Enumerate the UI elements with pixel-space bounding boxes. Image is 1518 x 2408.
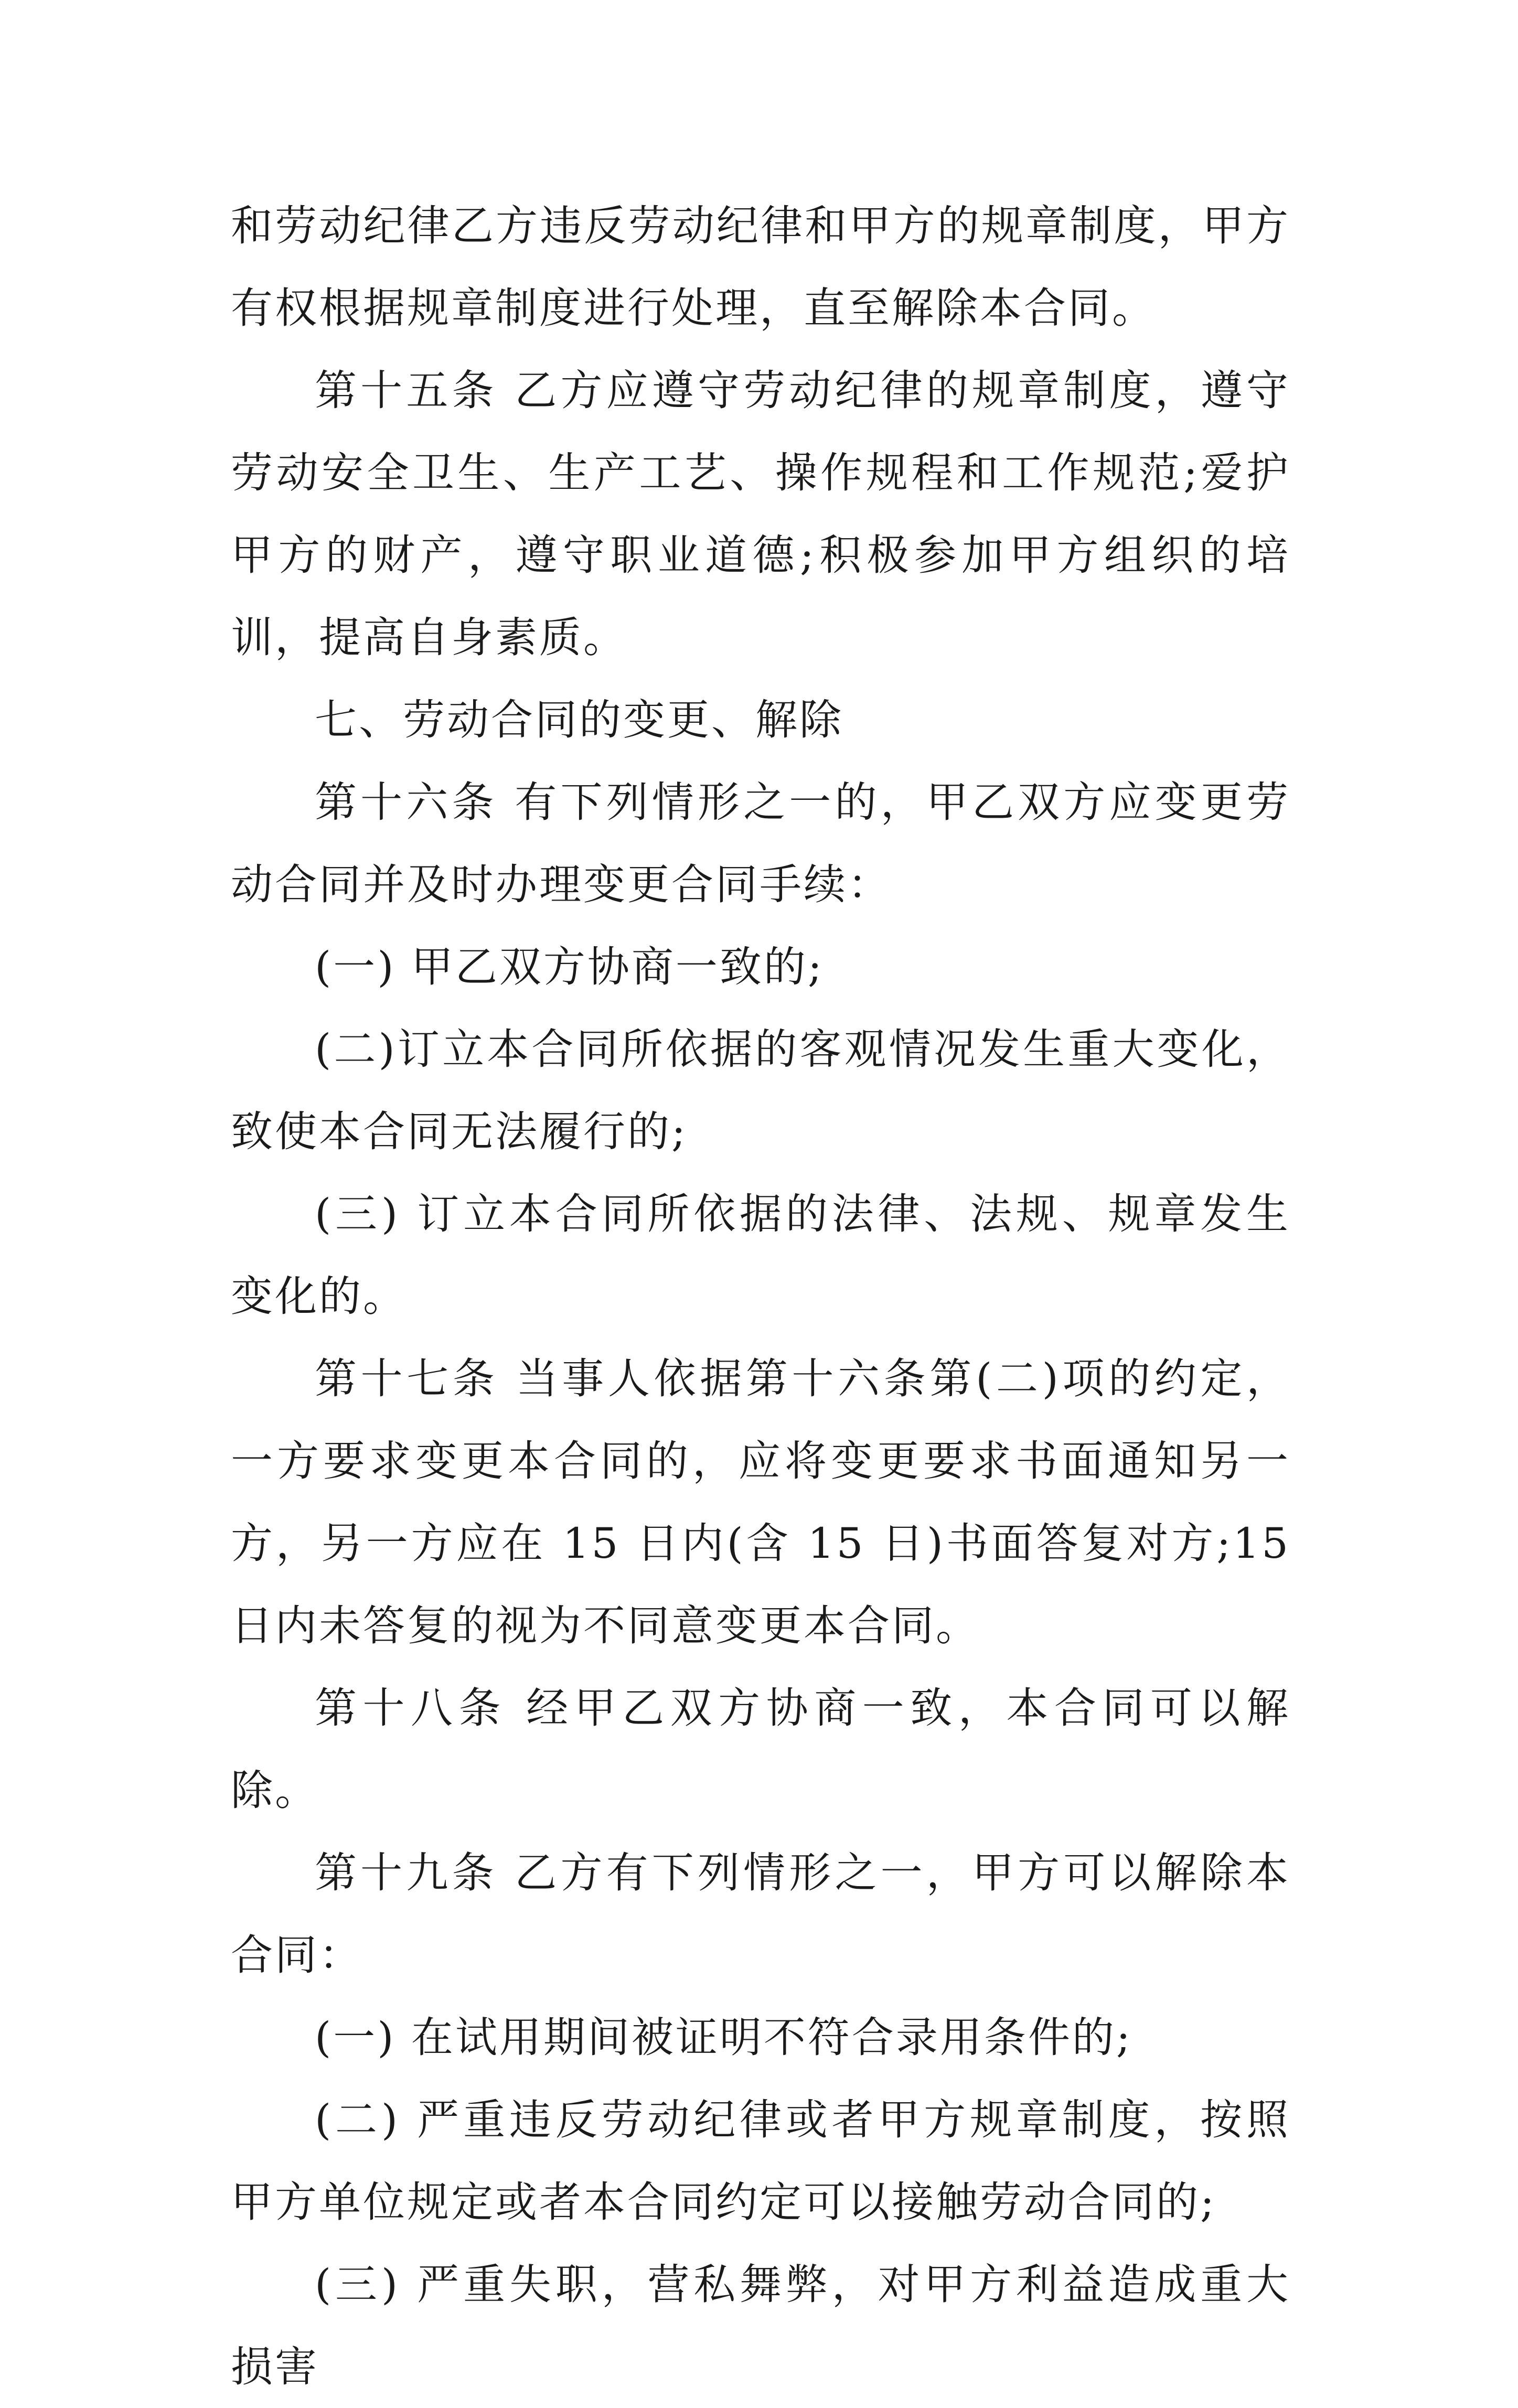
article-16: 第十六条 有下列情形之一的，甲乙双方应变更劳动合同并及时办理变更合同手续： [231,778,1290,909]
document-body [231,185,1290,2408]
article-17: 第十七条 当事人依据第十六条第(二)项的约定，一方要求变更本合同的，应将变更要求书面通知另一方，另一方应在 15 日内(含 15 日)书面答复对方;15 日内未答复的视为不同意变更本合同。 [231,1354,1290,1650]
article-19-item-2: (二) 严重违反劳动纪律或者甲方规章制度，按照甲方单位规定或者本合同约定可以接触劳动合同的; [231,2095,1290,2227]
article-18: 第十八条 经甲乙双方协商一致，本合同可以解除。 [231,1684,1290,1815]
article-15: 第十五条 乙方应遵守劳动纪律的规章制度，遵守劳动安全卫生、生产工艺、操作规程和工作规范;爱护甲方的财产，遵守职业道德;积极参加甲方组织的培训，提高自身素质。 [231,366,1290,662]
article-16-item-3: (三) 订立本合同所依据的法律、法规、规章发生变化的。 [231,1190,1290,1321]
paragraph-continuation: 和劳动纪律乙方违反劳动纪律和甲方的规章制度，甲方有权根据规章制度进行处理，直至解除本合同。 [231,201,1290,333]
article-19: 第十九条 乙方有下列情形之一，甲方可以解除本合同： [231,1848,1290,1979]
article-19-item-1: (一) 在试用期间被证明不符合录用条件的; [315,2013,1132,2062]
article-19-item-3: (三) 严重失职，营私舞弊，对甲方利益造成重大损害 [231,2260,1290,2391]
article-16-item-2: (二)订立本合同所依据的客观情况发生重大变化，致使本合同无法履行的; [231,1025,1290,1156]
section-heading-7: 七、劳动合同的变更、解除 [315,695,843,744]
article-16-item-1: (一) 甲乙双方协商一致的; [315,943,824,991]
